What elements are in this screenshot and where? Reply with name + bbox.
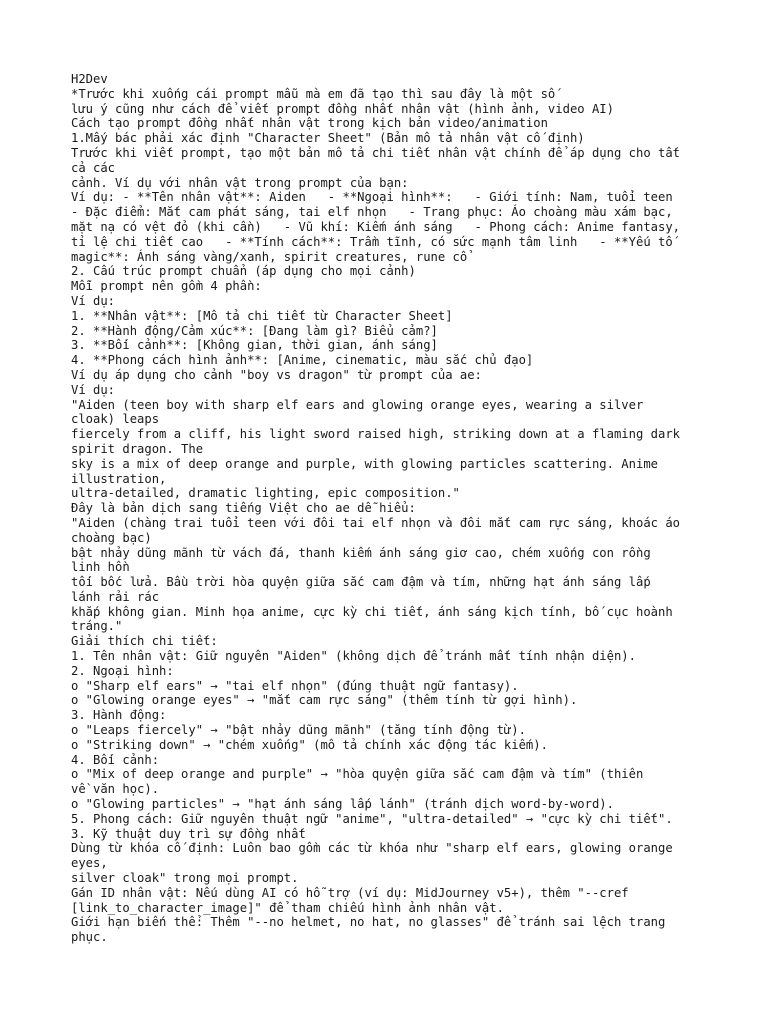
document-page — [71, 72, 701, 945]
text-line: Gán ID nhân vật: Nếu dùng AI có hỗ trợ (ví dụ: MidJourney v5+), thêm "--cref — [71, 885, 629, 900]
text-line: Trước khi viết prompt, tạo một bản mô tả chi tiết nhân vật chính để áp dụng cho tất — [71, 145, 681, 160]
text-line: sky is a mix of deep orange and purple, with glowing particles scattering. Anime — [71, 456, 658, 471]
text-line: Dùng từ khóa cố định: Luôn bao gồm các từ khóa như "sharp elf ears, glowing orange — [71, 841, 673, 856]
text-line: bật nhảy dũng mãnh từ vách đá, thanh kiếm ánh sáng giơ cao, chém xuống con rồng — [71, 545, 651, 560]
text-line: eyes, — [71, 856, 108, 871]
text-line: khắp không gian. Minh họa anime, cực kỳ chi tiết, ánh sáng kịch tính, bố cục hoành — [71, 604, 673, 619]
text-line: Ví dụ: - **Tên nhân vật**: Aiden - **Ngoại hình**: - Giới tính: Nam, tuổi teen — [71, 190, 673, 205]
text-line: 1. Tên nhân vật: Giữ nguyên "Aiden" (không dịch để tránh mất tính nhận diện). — [71, 649, 636, 664]
text-line: "Aiden (chàng trai tuổi teen với đôi tai elf nhọn và đôi mắt cam rực sáng, khoác áo — [71, 515, 681, 530]
text-line: 3. **Bối cảnh**: [Không gian, thời gian, ánh sáng] — [71, 338, 438, 353]
text-line: o "Glowing particles" → "hạt ánh sáng lấp lánh" (tránh dịch word-by-word). — [71, 797, 614, 812]
text-line: Mỗi prompt nên gồm 4 phần: — [71, 279, 262, 294]
text-line: linh hồn — [71, 560, 130, 575]
text-line: H2Dev — [71, 72, 108, 86]
text-line: lánh rải rác — [71, 589, 160, 604]
text-line: o "Mix of deep orange and purple" → "hòa quyện giữa sắc cam đậm và tím" (thiên — [71, 767, 644, 782]
text-line: tối bốc lửa. Bầu trời hòa quyện giữa sắc cam đậm và tím, những hạt ánh sáng lấp — [71, 575, 651, 590]
text-line: Ví dụ áp dụng cho cảnh "boy vs dragon" từ prompt của ae: — [71, 367, 482, 382]
text-line: 4. **Phong cách hình ảnh**: [Anime, cinematic, màu sắc chủ đạo] — [71, 353, 534, 368]
text-line: o "Leaps fiercely" → "bật nhảy dũng mãnh" (tăng tính động từ). — [71, 723, 526, 738]
text-line: 2. **Hành động/Cảm xúc**: [Đang làm gì? Biểu cảm?] — [71, 323, 438, 338]
text-line: *Trước khi xuống cái prompt mẫu mà em đã tạo thì sau đây là một số — [71, 86, 556, 101]
text-line: - Đặc điểm: Mắt cam phát sáng, tai elf nhọn - Trang phục: Áo choàng màu xám bạc, — [71, 205, 673, 220]
text-line: về văn học). — [71, 782, 160, 797]
text-line: magic**: Ánh sáng vàng/xanh, spirit creatures, rune cổ — [71, 249, 468, 264]
text-line: tráng." — [71, 619, 123, 634]
text-line: cảnh. Ví dụ với nhân vật trong prompt của bạn: — [71, 175, 409, 190]
text-line: o "Glowing orange eyes" → "mắt cam rực sáng" (thêm tính từ gợi hình). — [71, 693, 578, 708]
text-line: "Aiden (teen boy with sharp elf ears and glowing orange eyes, wearing a silver — [71, 397, 644, 412]
text-line: 2. Cấu trúc prompt chuẩn (áp dụng cho mọi cảnh) — [71, 264, 416, 279]
text-line: cloak) leaps — [71, 412, 160, 427]
text-line: 1. **Nhân vật**: [Mô tả chi tiết từ Character Sheet] — [71, 308, 453, 323]
text-line: 1.Mấy bác phải xác định "Character Sheet" (Bản mô tả nhân vật cố định) — [71, 131, 585, 146]
text-line: phục. — [71, 930, 108, 945]
text-line: Đây là bản dịch sang tiếng Việt cho ae dễ hiểu: — [71, 501, 416, 516]
text-line: Giải thích chi tiết: — [71, 634, 218, 649]
text-line: lưu ý cũng như cách để viết prompt đồng nhất nhân vật (hình ảnh, video AI) — [71, 101, 614, 116]
text-line: Ví dụ: — [71, 382, 116, 397]
text-line: tỉ lệ chi tiết cao - **Tính cách**: Trầm tĩnh, có sức mạnh tâm linh - **Yếu tố — [71, 234, 673, 249]
text-line: mặt nạ có vệt đỏ (khi cần) - Vũ khí: Kiếm ánh sáng - Phong cách: Anime fantasy, — [71, 219, 681, 234]
text-line: spirit dragon. The — [71, 441, 204, 456]
text-line: 2. Ngoại hình: — [71, 663, 174, 678]
text-line: 4. Bối cảnh: — [71, 752, 160, 767]
text-line: cả các — [71, 160, 116, 175]
text-line: o "Striking down" → "chém xuống" (mô tả chính xác động tác kiếm). — [71, 737, 548, 752]
text-line: illustration, — [71, 471, 167, 486]
text-line: silver cloak" trong mọi prompt. — [71, 871, 299, 886]
text-line: choàng bạc) — [71, 530, 152, 545]
text-line: Ví dụ: — [71, 293, 116, 308]
text-line: fiercely from a cliff, his light sword raised high, striking down at a flaming dark — [71, 427, 681, 442]
text-line: 3. Kỹ thuật duy trì sự đồng nhất — [71, 826, 306, 841]
text-line: Cách tạo prompt đồng nhất nhân vật trong kịch bản video/animation — [71, 116, 548, 131]
text-line: ultra-detailed, dramatic lighting, epic composition." — [71, 486, 460, 501]
text-line: Giới hạn biến thể: Thêm "--no helmet, no hat, no glasses" để tránh sai lệch trang — [71, 915, 666, 930]
text-line: o "Sharp elf ears" → "tai elf nhọn" (đúng thuật ngữ fantasy). — [71, 678, 519, 693]
text-line: 3. Hành động: — [71, 708, 167, 723]
text-line: [link_to_character_image]" để tham chiếu hình ảnh nhân vật. — [71, 900, 504, 915]
text-line: 5. Phong cách: Giữ nguyên thuật ngữ "anime", "ultra-detailed" → "cực kỳ chi tiết". — [71, 811, 673, 826]
